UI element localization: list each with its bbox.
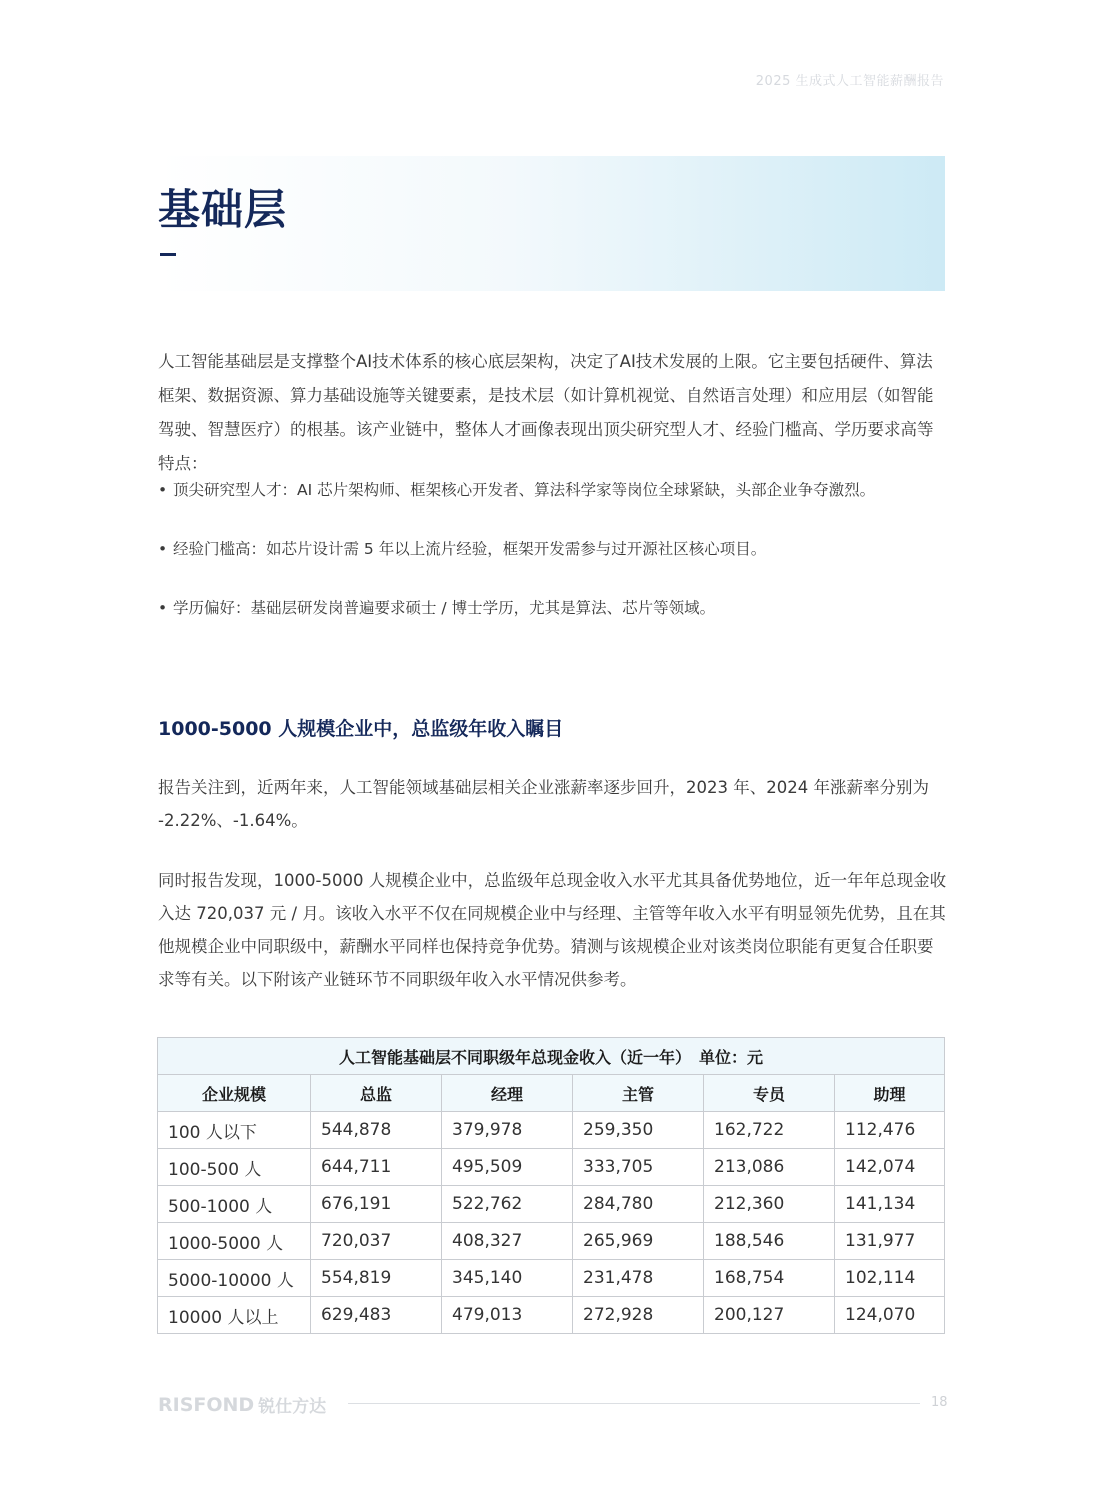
bullet-item [158, 596, 948, 620]
page-number: 18 [931, 1395, 948, 1410]
table-cell: 554,819 [311, 1260, 442, 1297]
body-paragraph: 报告关注到，近两年来，人工智能领域基础层相关企业涨薪率逐步回升，2023 年、2024 年涨薪率分别为 -2.22%、-1.64%。 [158, 778, 929, 830]
table-cell: 100 人以下 [158, 1112, 311, 1149]
table-row [158, 1112, 945, 1149]
table-cell: 479,013 [442, 1297, 573, 1334]
body-paragraph: 同时报告发现，1000-5000 人规模企业中，总监级年总现金收入水平尤其具备优势地位，近一年年总现金收入达 720,037 元 / 月。该收入水平不仅在同规模企业中与经理、主管等年收入水平有明显领先优势，且在其他规模企业中同职级中，薪酬水平同样也保持竞争优势。猜测与该规模企业对该类岗位职能有更复合任职要求等有关。以下附该产业链环节不同职级年收入水平情况供参考。 [158, 871, 947, 989]
table-cell: 284,780 [573, 1186, 704, 1223]
report-running-header: 2025 生成式人工智能薪酬报告 [755, 74, 944, 89]
table-cell: 213,086 [704, 1149, 835, 1186]
title-underline-mark [160, 253, 176, 256]
table-cell: 124,070 [835, 1297, 945, 1334]
table-cell: 168,754 [704, 1260, 835, 1297]
table-cell: 333,705 [573, 1149, 704, 1186]
subheading: 1000-5000 人规模企业中，总监级年收入瞩目 [158, 718, 564, 740]
table-cell: 231,478 [573, 1260, 704, 1297]
table-header-cell: 总监 [311, 1075, 442, 1112]
table-header-cell: 企业规模 [158, 1075, 311, 1112]
bullet-text: 经验门槛高：如芯片设计需 5 年以上流片经验，框架开发需参与过开源社区核心项目。 [173, 540, 767, 558]
table-cell: 188,546 [704, 1223, 835, 1260]
table-header-row [158, 1075, 945, 1112]
table-cell: 259,350 [573, 1112, 704, 1149]
table-cell: 522,762 [442, 1186, 573, 1223]
table-cell: 272,928 [573, 1297, 704, 1334]
table-cell: 100-500 人 [158, 1149, 311, 1186]
table-cell: 265,969 [573, 1223, 704, 1260]
table-cell: 102,114 [835, 1260, 945, 1297]
table-cell: 495,509 [442, 1149, 573, 1186]
bullet-dot-icon: • [158, 540, 168, 558]
bullet-item [158, 537, 948, 561]
table-cell: 162,722 [704, 1112, 835, 1149]
table-header-cell: 助理 [835, 1075, 945, 1112]
section-title: 基础层 [158, 185, 288, 234]
table-cell: 131,977 [835, 1223, 945, 1260]
table-cell: 500-1000 人 [158, 1186, 311, 1223]
table-caption: 人工智能基础层不同职级年总现金收入（近一年） 单位：元 [158, 1038, 945, 1075]
intro-paragraph: 人工智能基础层是支撑整个AI技术体系的核心底层架构，决定了AI技术发展的上限。它主要包括硬件、算法框架、数据资源、算力基础设施等关键要素，是技术层（如计算机视觉、自然语言处理）和应用层（如智能驾驶、智慧医疗）的根基。该产业链中，整体人才画像表现出顶尖研究型人才、经验门槛高、学历要求高等特点： [158, 352, 934, 473]
table-header-cell: 经理 [442, 1075, 573, 1112]
table-cell: 212,360 [704, 1186, 835, 1223]
table-cell: 141,134 [835, 1186, 945, 1223]
table-cell: 720,037 [311, 1223, 442, 1260]
table-cell: 10000 人以上 [158, 1297, 311, 1334]
table-header-cell: 专员 [704, 1075, 835, 1112]
table-cell: 408,327 [442, 1223, 573, 1260]
table-cell: 544,878 [311, 1112, 442, 1149]
table-row [158, 1223, 945, 1260]
table-cell: 629,483 [311, 1297, 442, 1334]
table-cell: 644,711 [311, 1149, 442, 1186]
logo-chinese-name: 锐仕方达 [258, 1397, 327, 1417]
table-row [158, 1297, 945, 1334]
bullet-dot-icon: • [158, 599, 168, 617]
table-row [158, 1149, 945, 1186]
bullet-text: 学历偏好：基础层研发岗普遍要求硕士 / 博士学历，尤其是算法、芯片等领域。 [173, 599, 716, 617]
company-logo [158, 1392, 326, 1417]
table-cell: 379,978 [442, 1112, 573, 1149]
table-row [158, 1186, 945, 1223]
logo-wordmark: RISFOND [158, 1393, 255, 1416]
table-cell: 1000-5000 人 [158, 1223, 311, 1260]
salary-table [157, 1037, 945, 1334]
table-cell: 5000-10000 人 [158, 1260, 311, 1297]
bullet-text: 顶尖研究型人才：AI 芯片架构师、框架核心开发者、算法科学家等岗位全球紧缺，头部企业争夺激烈。 [173, 481, 876, 499]
table-cell: 112,476 [835, 1112, 945, 1149]
table-cell: 676,191 [311, 1186, 442, 1223]
table-header-cell: 主管 [573, 1075, 704, 1112]
bullet-item [158, 478, 948, 502]
bullet-dot-icon: • [158, 481, 168, 499]
table-row [158, 1260, 945, 1297]
footer-divider [348, 1403, 920, 1404]
table-cell: 142,074 [835, 1149, 945, 1186]
table-cell: 200,127 [704, 1297, 835, 1334]
table-cell: 345,140 [442, 1260, 573, 1297]
